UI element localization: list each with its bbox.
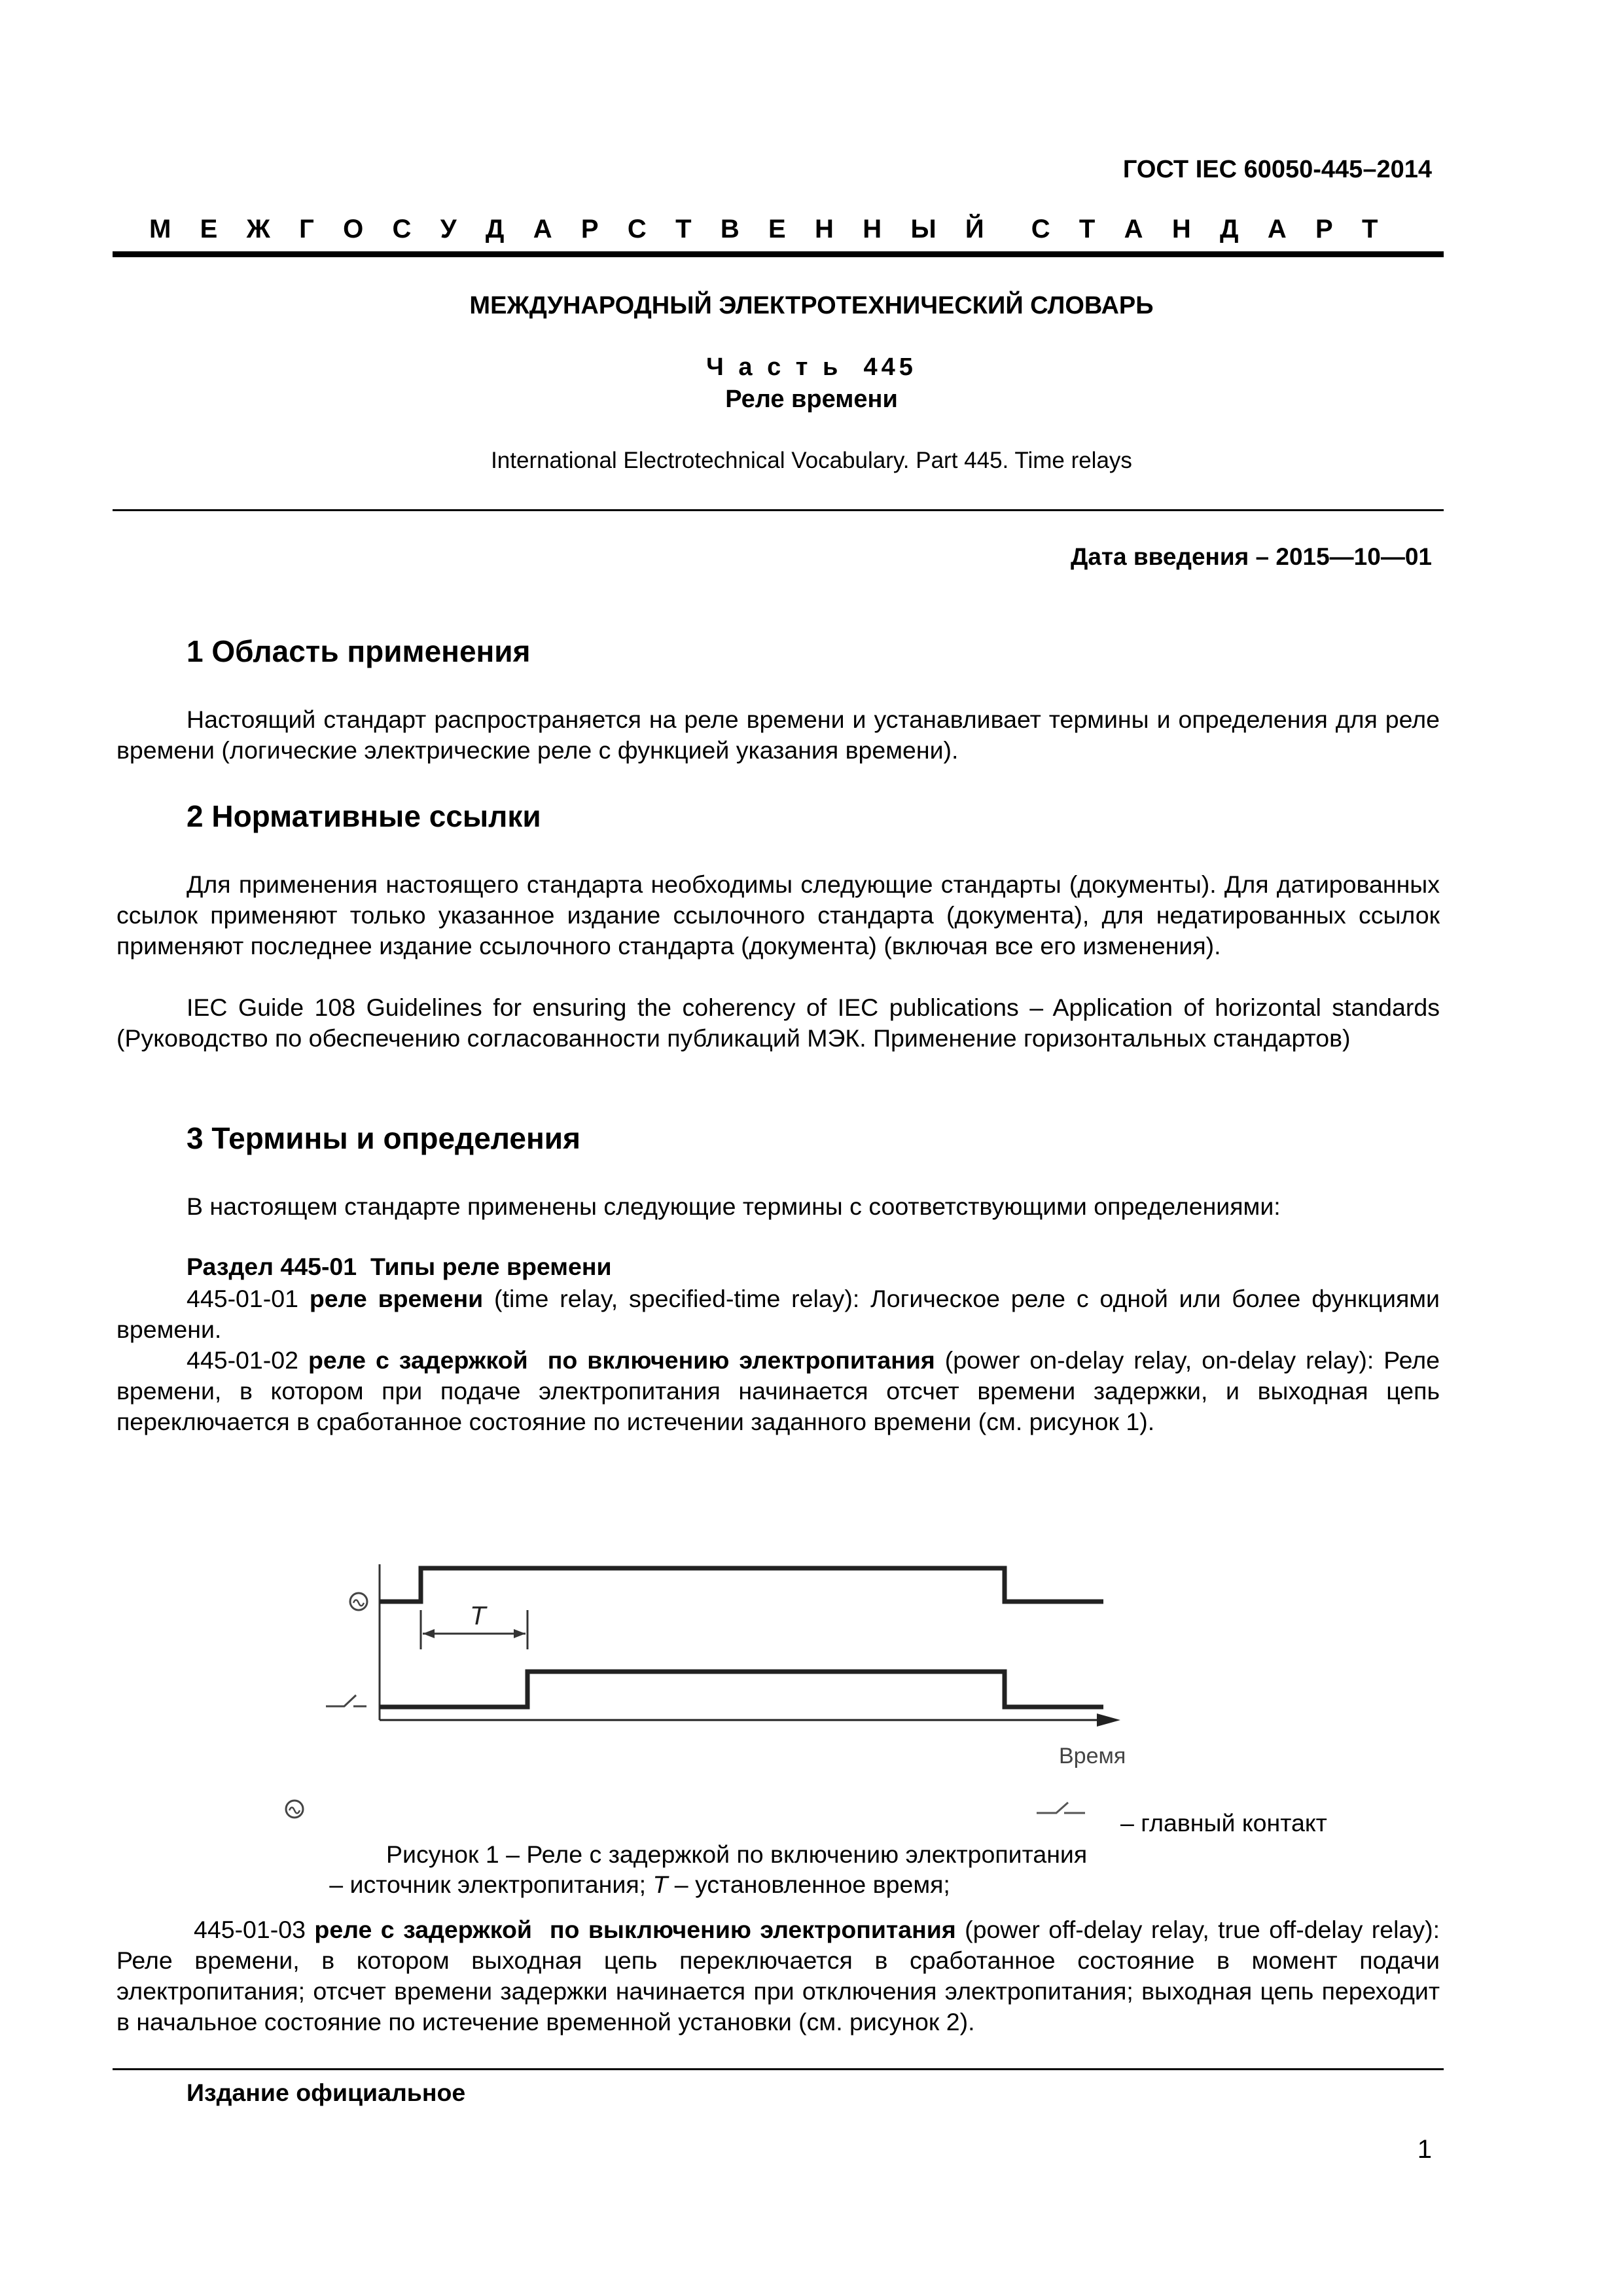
term-445-01-03 bbox=[116, 1914, 1440, 2037]
delay-label: T bbox=[470, 1602, 486, 1630]
standard-category: М Е Ж Г О С У Д А Р С Т В Е Н Н Ы Й С Т А Н Д А Р Т bbox=[149, 215, 1389, 243]
power-source-icon bbox=[281, 1796, 308, 1822]
legend-set-time: – установленное время; bbox=[668, 1871, 950, 1898]
section-2-text: Для применения настоящего стандарта необходимы следующие стандарты (документы). Для датированных ссылок применяют только указанное издание ссылочного стандарта (документа), для недатированных ссылок применяют последнее издание ссылочного стандарта (документа) (включая все его изменения). bbox=[116, 870, 1440, 960]
subsection-heading: Раздел 445-01 Типы реле времени bbox=[187, 1253, 612, 1280]
section-1-heading: 1 Область применения bbox=[187, 634, 531, 668]
document-code: ГОСТ IEC 60050-445–2014 bbox=[1122, 156, 1432, 183]
legend-main-contact: – главный контакт bbox=[1120, 1809, 1327, 1837]
header-rule bbox=[113, 251, 1444, 257]
term-name: реле времени bbox=[309, 1285, 484, 1312]
figure-1-timing-diagram bbox=[314, 1538, 1152, 1787]
term-name: реле с задержкой по включению электропитания bbox=[308, 1346, 935, 1374]
document-subtitle: Реле времени bbox=[725, 386, 898, 413]
main-contact-icon bbox=[1034, 1793, 1093, 1820]
term-name: реле с задержкой по выключению электропитания bbox=[314, 1916, 956, 1943]
page-number: 1 bbox=[1417, 2135, 1432, 2164]
section-2-reference: IEC Guide 108 Guidelines for ensuring the coherency of IEC publications – Application of horizontal standards (Руководство по обеспечению согласованности публикаций МЭК. Применение горизонтальных стандартов) bbox=[116, 994, 1440, 1052]
power-waveform bbox=[380, 1568, 1103, 1602]
contact-waveform bbox=[380, 1672, 1103, 1707]
term-number: 445-01-02 bbox=[187, 1346, 298, 1374]
term-definition: (power off-delay relay, true off-delay relay): Реле времени, в котором выходная цепь переключается в сработанное состояние в момент подачи электропитания; отсчет времени задержки начинается при отключения электропитания; выходная цепь переходит в начальное состояние по истечение временной установки (см. рисунок 2). bbox=[116, 1916, 1440, 2036]
document-title: МЕЖДУНАРОДНЫЙ ЭЛЕКТРОТЕХНИЧЕСКИЙ СЛОВАРЬ bbox=[469, 292, 1154, 319]
time-axis-arrow bbox=[1097, 1713, 1120, 1727]
term-445-01-01 bbox=[116, 1283, 1440, 1345]
section-3-intro: В настоящем стандарте применены следующие термины с соответствующими определениями: bbox=[187, 1193, 1281, 1220]
term-definition: (power on-delay relay, on-delay relay): Реле времени, в котором при подаче электропитания начинается отсчет времени задержки, и выходная цепь переключается в сработанное состояние по истечении заданного времени (см. рисунок 1). bbox=[116, 1346, 1440, 1435]
title-rule bbox=[113, 509, 1444, 511]
english-title: International Electrotechnical Vocabulary. Part 445. Time relays bbox=[491, 448, 1132, 473]
footer-rule bbox=[113, 2068, 1444, 2070]
power-source-icon bbox=[350, 1593, 367, 1610]
term-445-01-02 bbox=[116, 1345, 1440, 1437]
figure-1-caption: Рисунок 1 – Реле с задержкой по включению электропитания bbox=[386, 1840, 1088, 1868]
term-number: 445-01-03 bbox=[194, 1916, 306, 1943]
part-number: Ч а с т ь 445 bbox=[706, 353, 917, 381]
introduction-date: Дата введения – 2015—10—01 bbox=[1070, 543, 1432, 570]
section-1-text: Настоящий стандарт распространяется на реле времени и устанавливает термины и определения для реле времени (логические электрические реле с функцией указания времени). bbox=[116, 706, 1440, 764]
time-axis-label: Время bbox=[1059, 1744, 1126, 1768]
term-definition: (time relay, specified-time relay): Логическое реле с одной или более функциями времени. bbox=[116, 1285, 1440, 1343]
legend-power-source: – источник электропитания; bbox=[322, 1871, 653, 1898]
main-contact-icon bbox=[326, 1695, 366, 1706]
section-3-heading: 3 Термины и определения bbox=[187, 1121, 580, 1155]
official-edition-label: Издание официальное bbox=[187, 2079, 466, 2106]
section-2-heading: 2 Нормативные ссылки bbox=[187, 799, 541, 833]
term-number: 445-01-01 bbox=[187, 1285, 298, 1312]
legend-t-symbol: T bbox=[652, 1871, 668, 1898]
